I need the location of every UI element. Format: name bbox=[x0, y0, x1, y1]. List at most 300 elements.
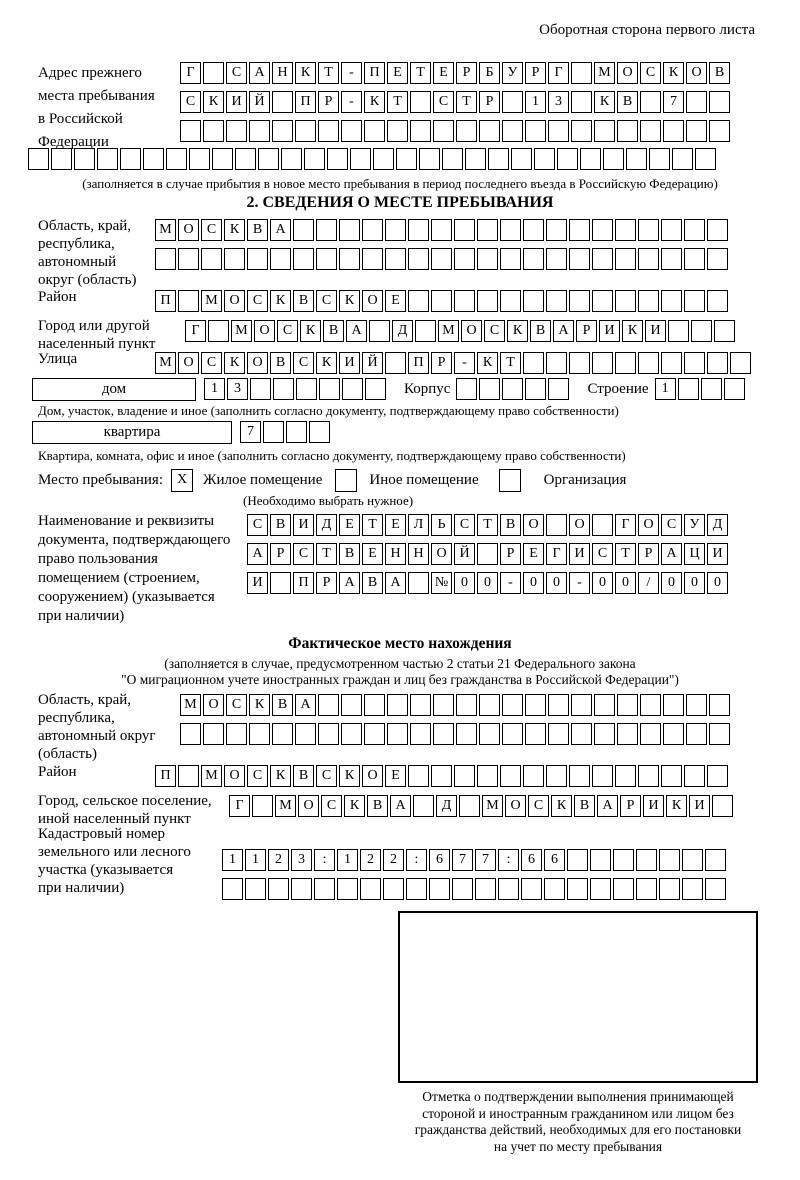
char-cell bbox=[488, 148, 509, 170]
char-cell: И bbox=[569, 543, 590, 565]
char-cell bbox=[360, 878, 381, 900]
char-cell: Р bbox=[525, 62, 546, 84]
char-cell: И bbox=[293, 514, 314, 536]
char-cell: : bbox=[406, 849, 427, 871]
char-cell bbox=[548, 694, 569, 716]
char-cell bbox=[258, 148, 279, 170]
actual-location-note-line2: "О миграционном учете иностранных граждан и лиц без гражданства в Российской Федерации") bbox=[121, 672, 679, 687]
char-cell: 0 bbox=[684, 572, 705, 594]
char-cell bbox=[569, 352, 590, 374]
char-cell: 3 bbox=[548, 91, 569, 113]
char-cell bbox=[28, 148, 49, 170]
char-cell: И bbox=[599, 320, 620, 342]
char-cell: К bbox=[270, 290, 291, 312]
char-cell bbox=[383, 878, 404, 900]
label-line: право пользования bbox=[38, 551, 158, 567]
char-cell: В bbox=[293, 290, 314, 312]
apartment-row bbox=[38, 421, 800, 444]
char-cell: В bbox=[339, 543, 360, 565]
char-cell bbox=[686, 120, 707, 142]
char-cell bbox=[661, 352, 682, 374]
char-cell bbox=[684, 290, 705, 312]
char-cell bbox=[684, 765, 705, 787]
char-cell: Е bbox=[387, 62, 408, 84]
char-cell: К bbox=[316, 352, 337, 374]
char-cell: О bbox=[686, 62, 707, 84]
char-cell: Е bbox=[523, 543, 544, 565]
char-cell: 0 bbox=[707, 572, 728, 594]
char-cell bbox=[659, 849, 680, 871]
char-cell bbox=[245, 878, 266, 900]
char-cell: О bbox=[247, 352, 268, 374]
char-cell bbox=[431, 219, 452, 241]
char-cell: П bbox=[155, 290, 176, 312]
char-cell bbox=[410, 120, 431, 142]
char-cell bbox=[270, 572, 291, 594]
char-cell bbox=[296, 378, 317, 400]
char-cell bbox=[701, 378, 722, 400]
char-cell bbox=[459, 795, 480, 817]
char-cell: 0 bbox=[661, 572, 682, 594]
prev-address-field bbox=[38, 62, 800, 150]
char-cell bbox=[592, 290, 613, 312]
char-cell: С bbox=[226, 694, 247, 716]
char-cell bbox=[342, 378, 363, 400]
char-cell: Т bbox=[500, 352, 521, 374]
char-cell bbox=[120, 148, 141, 170]
char-cell bbox=[247, 248, 268, 270]
char-cell: С bbox=[661, 514, 682, 536]
char-cell: 0 bbox=[546, 572, 567, 594]
region-field bbox=[38, 219, 800, 290]
char-cell bbox=[180, 120, 201, 142]
char-cell: Ь bbox=[431, 514, 452, 536]
char-cell bbox=[293, 219, 314, 241]
char-cell bbox=[525, 120, 546, 142]
char-cell bbox=[406, 878, 427, 900]
label-line: Город или другой bbox=[38, 318, 150, 334]
char-cell: С bbox=[277, 320, 298, 342]
char-cell bbox=[318, 120, 339, 142]
char-row bbox=[185, 320, 737, 343]
char-cell bbox=[385, 352, 406, 374]
char-cell: - bbox=[341, 91, 362, 113]
char-cell bbox=[456, 120, 477, 142]
char-cell: / bbox=[638, 572, 659, 594]
char-cell: 3 bbox=[227, 378, 248, 400]
label-line: участка (указывается bbox=[38, 862, 174, 878]
char-cell bbox=[592, 765, 613, 787]
char-cell: - bbox=[500, 572, 521, 594]
char-row bbox=[247, 572, 730, 595]
char-cell: В bbox=[362, 572, 383, 594]
char-row bbox=[655, 378, 747, 401]
char-cell: Ц bbox=[684, 543, 705, 565]
char-cell: 2 bbox=[360, 849, 381, 871]
char-cell: С bbox=[293, 543, 314, 565]
char-cell bbox=[433, 694, 454, 716]
char-cell: Т bbox=[318, 62, 339, 84]
char-cell bbox=[521, 878, 542, 900]
confirmation-stamp-box bbox=[398, 911, 758, 1083]
char-cell: Д bbox=[707, 514, 728, 536]
char-cell: К bbox=[203, 91, 224, 113]
char-cell: : bbox=[498, 849, 519, 871]
char-cell bbox=[456, 378, 477, 400]
city-label bbox=[38, 317, 185, 353]
char-cell bbox=[479, 120, 500, 142]
label-line: помещением (строением, bbox=[38, 570, 200, 586]
char-cell bbox=[327, 148, 348, 170]
label-line: автономный округ bbox=[38, 728, 156, 744]
label-line: Адрес прежнего bbox=[38, 65, 142, 81]
char-cell bbox=[364, 120, 385, 142]
char-cell: С bbox=[454, 514, 475, 536]
option-organization-label: Организация bbox=[543, 472, 627, 488]
char-cell bbox=[617, 120, 638, 142]
char-cell bbox=[341, 120, 362, 142]
char-cell bbox=[293, 248, 314, 270]
char-cell: Е bbox=[433, 62, 454, 84]
char-cell bbox=[203, 723, 224, 745]
char-cell bbox=[155, 248, 176, 270]
char-cell: 2 bbox=[383, 849, 404, 871]
char-cell bbox=[456, 694, 477, 716]
char-cell: Г bbox=[180, 62, 201, 84]
char-cell: Г bbox=[548, 62, 569, 84]
char-cell bbox=[525, 378, 546, 400]
char-cell bbox=[580, 148, 601, 170]
char-cell bbox=[712, 795, 733, 817]
char-cell: О bbox=[505, 795, 526, 817]
char-cell bbox=[567, 849, 588, 871]
prev-address-note: (заполняется в случае прибытия в новое место пребывания в период последнего въезда в Российскую Федерацию) bbox=[82, 176, 718, 191]
char-cell: : bbox=[314, 849, 335, 871]
char-cell: С bbox=[247, 290, 268, 312]
char-cell: 0 bbox=[454, 572, 475, 594]
char-cell bbox=[429, 878, 450, 900]
char-cell bbox=[613, 849, 634, 871]
char-cell bbox=[479, 694, 500, 716]
caption-line: гражданства действий, необходимых для его постановки bbox=[414, 1122, 742, 1137]
char-cell bbox=[705, 849, 726, 871]
char-cell bbox=[410, 694, 431, 716]
char-cell bbox=[638, 352, 659, 374]
char-cell: С bbox=[180, 91, 201, 113]
label-line: Область, край, bbox=[38, 218, 132, 234]
label-line: места пребывания bbox=[38, 88, 155, 104]
char-cell: А bbox=[597, 795, 618, 817]
char-cell: И bbox=[339, 352, 360, 374]
char-cell: Л bbox=[408, 514, 429, 536]
char-cell: И bbox=[707, 543, 728, 565]
apartment-caption: Квартира, комната, офис и иное (заполнить согласно документу, подтверждающему право собственности) bbox=[38, 448, 626, 463]
char-cell bbox=[525, 694, 546, 716]
char-cell bbox=[500, 765, 521, 787]
label-line: населенный пункт bbox=[38, 336, 156, 352]
char-cell: А bbox=[390, 795, 411, 817]
char-cell bbox=[203, 62, 224, 84]
char-row bbox=[240, 421, 332, 444]
char-cell: М bbox=[180, 694, 201, 716]
char-cell: С bbox=[433, 91, 454, 113]
char-cell: А bbox=[295, 694, 316, 716]
apartment-type-box: квартира bbox=[32, 421, 232, 444]
char-cell: 7 bbox=[475, 849, 496, 871]
char-cell: Т bbox=[362, 514, 383, 536]
char-cell: 1 bbox=[204, 378, 225, 400]
page-header-note: Оборотная сторона первого листа bbox=[539, 22, 755, 38]
char-cell bbox=[684, 352, 705, 374]
char-cell bbox=[408, 290, 429, 312]
char-cell bbox=[364, 723, 385, 745]
char-cell bbox=[686, 694, 707, 716]
char-cell bbox=[477, 765, 498, 787]
checkbox-organization bbox=[499, 469, 521, 492]
char-cell: - bbox=[454, 352, 475, 374]
char-cell: С bbox=[201, 219, 222, 241]
char-cell bbox=[208, 320, 229, 342]
char-cell bbox=[638, 219, 659, 241]
district-label: Район bbox=[38, 289, 77, 305]
char-cell: Т bbox=[387, 91, 408, 113]
char-row bbox=[247, 514, 730, 537]
char-cell bbox=[523, 248, 544, 270]
char-cell bbox=[534, 148, 555, 170]
char-cell bbox=[615, 219, 636, 241]
char-cell bbox=[590, 878, 611, 900]
char-cell bbox=[548, 723, 569, 745]
char-cell bbox=[638, 290, 659, 312]
district-field bbox=[38, 290, 800, 319]
char-cell: П bbox=[295, 91, 316, 113]
char-cell bbox=[615, 248, 636, 270]
label-line: Федерации bbox=[38, 134, 109, 150]
char-cell bbox=[705, 878, 726, 900]
char-cell: П bbox=[155, 765, 176, 787]
char-cell: М bbox=[482, 795, 503, 817]
char-cell: 1 bbox=[525, 91, 546, 113]
char-cell bbox=[523, 352, 544, 374]
char-cell bbox=[456, 723, 477, 745]
char-cell bbox=[166, 148, 187, 170]
char-cell bbox=[365, 378, 386, 400]
char-cell bbox=[672, 148, 693, 170]
char-cell bbox=[295, 120, 316, 142]
char-cell: 6 bbox=[429, 849, 450, 871]
char-cell bbox=[500, 248, 521, 270]
char-cell bbox=[567, 878, 588, 900]
char-cell bbox=[226, 723, 247, 745]
char-cell: С bbox=[528, 795, 549, 817]
char-cell: К bbox=[295, 62, 316, 84]
char-cell: С bbox=[316, 290, 337, 312]
cadastral-number-field bbox=[38, 827, 800, 907]
char-row bbox=[155, 219, 730, 242]
label-line: автономный bbox=[38, 254, 117, 270]
char-cell bbox=[442, 148, 463, 170]
house-type-box: дом bbox=[32, 378, 196, 401]
char-cell bbox=[477, 219, 498, 241]
char-cell: С bbox=[316, 765, 337, 787]
street-field bbox=[38, 352, 800, 378]
char-cell bbox=[410, 91, 431, 113]
char-cell: И bbox=[226, 91, 247, 113]
label-line: при наличии) bbox=[38, 880, 125, 896]
char-cell bbox=[714, 320, 735, 342]
char-cell bbox=[546, 352, 567, 374]
char-cell bbox=[341, 723, 362, 745]
char-cell bbox=[546, 219, 567, 241]
char-cell: Н bbox=[408, 543, 429, 565]
char-cell bbox=[431, 248, 452, 270]
caption-line: на учет по месту пребывания bbox=[493, 1138, 663, 1154]
char-cell bbox=[707, 765, 728, 787]
char-cell bbox=[189, 148, 210, 170]
building-label: Корпус bbox=[404, 381, 451, 397]
char-cell: К bbox=[224, 219, 245, 241]
char-cell: И bbox=[247, 572, 268, 594]
char-cell bbox=[730, 352, 751, 374]
char-cell bbox=[272, 723, 293, 745]
char-cell: С bbox=[640, 62, 661, 84]
char-row bbox=[28, 148, 800, 171]
char-cell: 1 bbox=[337, 849, 358, 871]
char-cell bbox=[569, 290, 590, 312]
char-cell bbox=[408, 572, 429, 594]
label-line: Область, край, bbox=[38, 692, 132, 708]
char-cell bbox=[707, 219, 728, 241]
char-cell bbox=[592, 352, 613, 374]
char-cell bbox=[636, 878, 657, 900]
char-cell bbox=[638, 248, 659, 270]
char-cell bbox=[523, 219, 544, 241]
char-cell: Д bbox=[316, 514, 337, 536]
char-cell bbox=[691, 320, 712, 342]
char-cell: А bbox=[339, 572, 360, 594]
char-cell bbox=[337, 878, 358, 900]
char-cell: 2 bbox=[268, 849, 289, 871]
char-cell bbox=[663, 723, 684, 745]
char-cell: К bbox=[364, 91, 385, 113]
char-cell: О bbox=[523, 514, 544, 536]
char-cell: К bbox=[339, 290, 360, 312]
char-cell bbox=[318, 694, 339, 716]
char-cell: В bbox=[247, 219, 268, 241]
char-cell bbox=[222, 878, 243, 900]
char-cell: В bbox=[574, 795, 595, 817]
char-cell: В bbox=[270, 514, 291, 536]
char-cell: С bbox=[321, 795, 342, 817]
char-row bbox=[180, 62, 732, 85]
char-cell: К bbox=[666, 795, 687, 817]
char-cell bbox=[592, 248, 613, 270]
char-cell bbox=[649, 148, 670, 170]
char-cell bbox=[594, 120, 615, 142]
char-cell: С bbox=[293, 352, 314, 374]
char-cell: Т bbox=[456, 91, 477, 113]
char-cell bbox=[682, 878, 703, 900]
char-cell: С bbox=[201, 352, 222, 374]
char-cell: Е bbox=[385, 514, 406, 536]
char-cell bbox=[465, 148, 486, 170]
house-row bbox=[38, 378, 800, 401]
stamp-caption bbox=[388, 1089, 768, 1155]
char-cell: Р bbox=[270, 543, 291, 565]
char-cell bbox=[546, 248, 567, 270]
char-cell bbox=[252, 795, 273, 817]
char-cell bbox=[640, 120, 661, 142]
choose-needed-note: (Необходимо выбрать нужное) bbox=[243, 493, 414, 508]
char-cell: М bbox=[231, 320, 252, 342]
char-cell: К bbox=[594, 91, 615, 113]
char-cell bbox=[661, 290, 682, 312]
char-row bbox=[180, 91, 732, 114]
char-cell bbox=[373, 148, 394, 170]
char-cell bbox=[500, 290, 521, 312]
char-cell bbox=[640, 723, 661, 745]
char-cell: М bbox=[594, 62, 615, 84]
char-cell: А bbox=[385, 572, 406, 594]
char-cell bbox=[281, 148, 302, 170]
char-cell bbox=[546, 765, 567, 787]
char-cell bbox=[659, 878, 680, 900]
char-cell bbox=[615, 352, 636, 374]
char-row bbox=[180, 120, 732, 143]
char-cell bbox=[143, 148, 164, 170]
char-cell bbox=[51, 148, 72, 170]
char-cell bbox=[270, 248, 291, 270]
prev-address-boxes bbox=[180, 62, 732, 149]
char-cell: О bbox=[431, 543, 452, 565]
char-cell: А bbox=[346, 320, 367, 342]
char-cell: 7 bbox=[452, 849, 473, 871]
char-cell bbox=[304, 148, 325, 170]
city-field bbox=[38, 319, 800, 352]
char-cell: К bbox=[339, 765, 360, 787]
char-cell: Д bbox=[436, 795, 457, 817]
char-cell: В bbox=[272, 694, 293, 716]
char-cell bbox=[408, 219, 429, 241]
char-cell: М bbox=[201, 765, 222, 787]
label-line: при наличии) bbox=[38, 608, 125, 624]
char-cell: Е bbox=[339, 514, 360, 536]
char-cell bbox=[571, 723, 592, 745]
char-cell: Е bbox=[362, 543, 383, 565]
char-cell bbox=[387, 694, 408, 716]
char-cell bbox=[341, 694, 362, 716]
char-cell bbox=[682, 849, 703, 871]
char-cell bbox=[590, 849, 611, 871]
char-cell: Н bbox=[272, 62, 293, 84]
char-cell: К bbox=[300, 320, 321, 342]
char-cell bbox=[180, 723, 201, 745]
checkbox-residential: X bbox=[171, 469, 193, 492]
char-cell: С bbox=[484, 320, 505, 342]
char-cell: В bbox=[500, 514, 521, 536]
char-cell: О bbox=[224, 765, 245, 787]
char-cell bbox=[309, 421, 330, 443]
label-line: республика, bbox=[38, 710, 115, 726]
char-cell: О bbox=[298, 795, 319, 817]
char-row bbox=[456, 378, 571, 401]
char-cell bbox=[500, 219, 521, 241]
label-line: сооружением) (указывается bbox=[38, 589, 215, 605]
char-cell: У bbox=[684, 514, 705, 536]
char-row bbox=[155, 290, 730, 313]
char-row bbox=[155, 765, 730, 788]
char-cell bbox=[268, 878, 289, 900]
